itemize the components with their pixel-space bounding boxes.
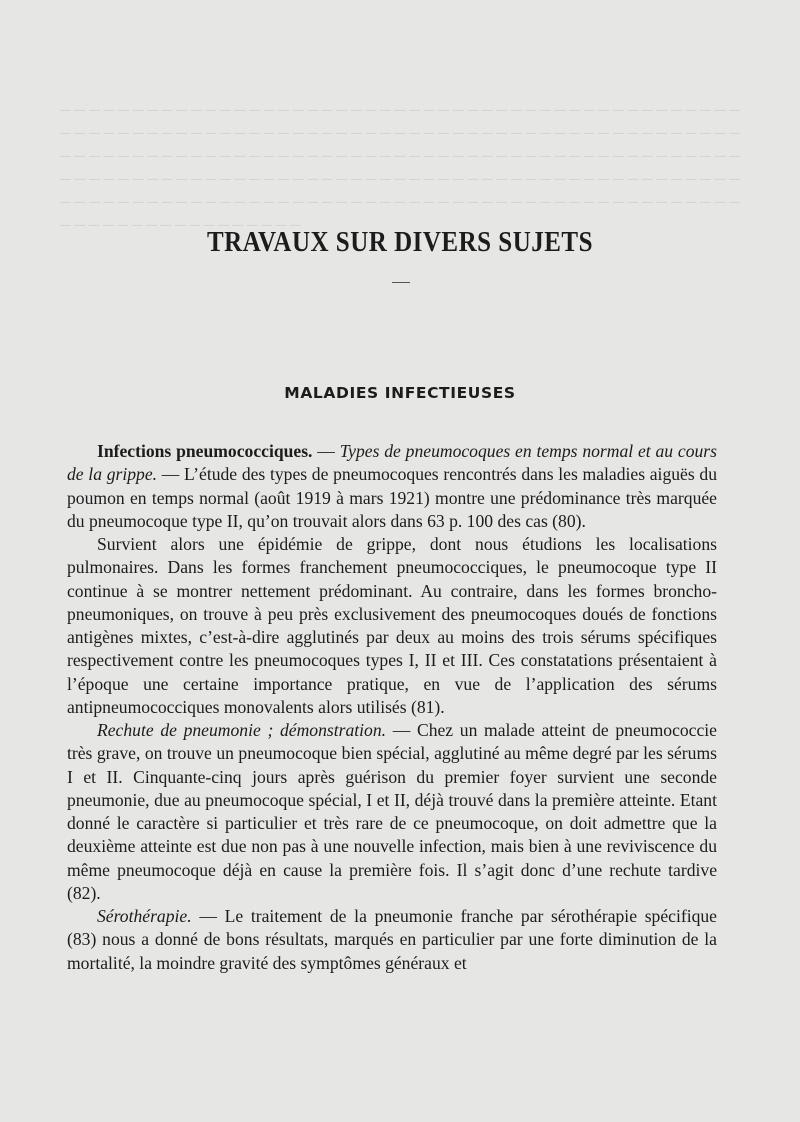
heading-dash: —	[312, 441, 340, 461]
paragraph-body: — Chez un malade atteint de pneumococcie très grave, on trouve un pneumocoque bien spécial, agglutiné au même degré par les sérums I et II. Cinquante-cinq jours après guérison du premier foyer survient une seconde pneumonie, due au pneumocoque spécial, I et II, déjà trouvé dans la première atteinte. Etant donné le caractère si particulier et très rare de ce pneumocoque, on doit admettre que la deuxième atteinte est due non pas à une nouvelle infection, mais bien à une reviviscence du même pneumocoque déjà en cause la première fois. Il s’agit donc d’une rechute tardive (82).	[67, 720, 717, 903]
paragraph-lead: Rechute de pneumonie ; démonstration.	[97, 720, 387, 740]
body-text	[67, 440, 717, 975]
page-title: TRAVAUX SUR DIVERS SUJETS	[207, 226, 593, 258]
paragraph-body: Survient alors une épidémie de grippe, dont nous étudions les localisations pulmonaires. Dans les formes franchement pneumococciques, le pneumocoque type II continue à se montrer nettement prédominant. Au contraire, dans les formes broncho-pneumoniques, on trouve à peu près exclusivement des pneumocoques doués de fonctions antigènes mixtes, c’est-à-dire agglutinés par deux au moins des trois sérums spécifiques respectivement contre les pneumocoques types I, II et III. Ces constatations présentaient à l’époque une certaine importance pratique, en vue de l’application des sérums antipneumococciques monovalents alors utilisés (81).	[67, 534, 717, 717]
paragraph-lead: Sérothérapie.	[97, 906, 192, 926]
paragraph-body: — Le traitement de la pneumonie franche par sérothérapie spécifique (83) nous a donné de bons résultats, marqués en particulier par une forte diminution de la mortalité, la moindre gravité des symptômes généraux et	[67, 906, 717, 973]
bleed-through-texture: ─ ─ ─ ─ ─ ─ ─ ─ ─ ─ ─ ─ ─ ─ ─ ─ ─ ─ ─ ─ ─ ─ ─ ─ ─ ─ ─ ─ ─ ─ ─ ─ ─ ─ ─ ─ ─ ─ ─ ─ ─ ─ ─ ─ ─ ─ ─ ─ ─ ─ ─ ─ ─ ─ ─ ─ ─ ─ ─ ─ ─ ─ ─ ─ ─ ─ ─ ─ ─ ─ ─ ─ ─ ─ ─ ─ ─ ─ ─ ─ ─ ─ ─ ─ ─ ─ ─ ─ ─ ─ ─ ─ ─ ─ ─ ─ ─ ─ ─ ─ ─ ─ ─ ─ ─ ─ ─ ─ ─ ─ ─ ─ ─ ─ ─ ─ ─ ─ ─ ─ ─ ─ ─ ─ ─ ─ ─ ─ ─ ─ ─ ─ ─ ─ ─ ─ ─ ─ ─ ─ ─ ─ ─ ─ ─ ─ ─ ─ ─ ─ ─ ─ ─ ─ ─ ─ ─ ─ ─ ─ ─ ─ ─ ─ ─ ─ ─ ─ ─ ─ ─ ─ ─ ─ ─ ─ ─ ─ ─ ─ ─ ─ ─ ─ ─ ─ ─ ─ ─ ─ ─ ─ ─ ─ ─ ─ ─ ─ ─ ─ ─ ─ ─ ─ ─ ─ ─ ─ ─ ─ ─ ─ ─ ─ ─ ─ ─ ─ ─ ─ ─ ─ ─ ─ ─ ─ ─ ─ ─ ─ ─ ─ ─ ─ ─ ─ ─ ─ ─ ─ ─ ─ ─ ─ ─ ─ ─ ─ ─ ─ ─ ─	[60, 103, 740, 234]
title-divider	[392, 282, 410, 283]
paragraph-serotherapie	[67, 905, 717, 975]
section-title: MALADIES INFECTIEUSES	[284, 384, 516, 402]
paragraph-rechute	[67, 719, 717, 905]
paragraph-heading: Infections pneumococciques.	[97, 441, 313, 461]
paragraph-infections	[67, 440, 717, 533]
paragraph-grippe	[67, 533, 717, 719]
paragraph-body: — L’étude des types de pneumocoques rencontrés dans les maladies aiguës du poumon en temps normal (août 1919 à mars 1921) montre une prédominance très marquée du pneumocoque type II, qu’on trouvait alors dans 63 p. 100 des cas (80).	[67, 464, 717, 531]
paragraph-subtitle: Types de pneumocoques en temps normal et au cours de la grippe.	[67, 441, 717, 485]
